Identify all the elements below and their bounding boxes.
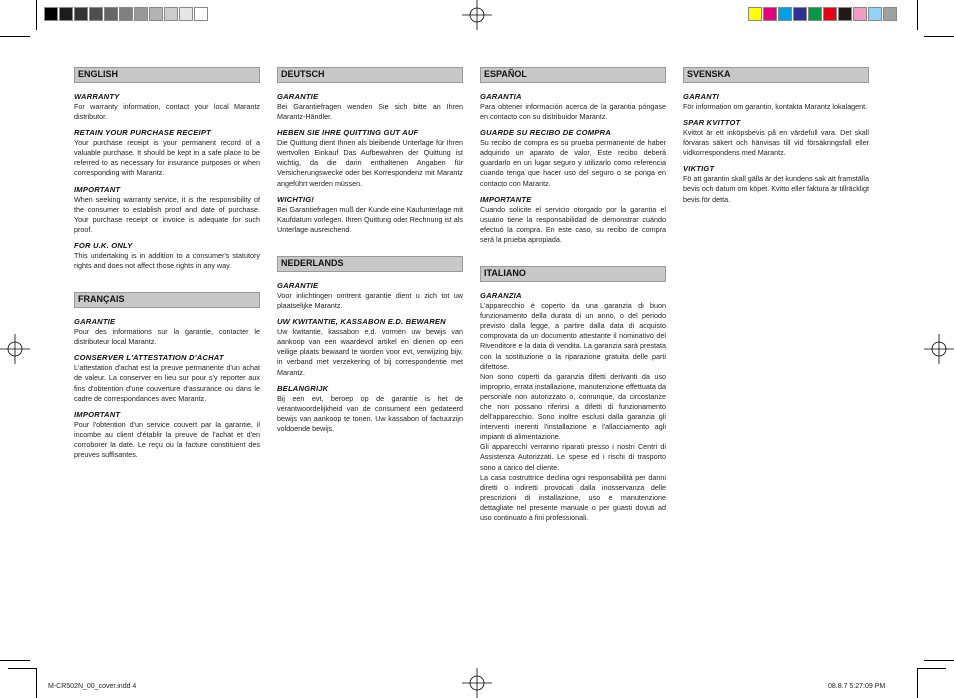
color-swatch-4: [808, 7, 822, 21]
section-title-espanol: ESPAÑOL: [480, 67, 666, 83]
garantie-text-fr: Pour des informations sur la garantie, contacter le distributeur local Marantz.: [74, 327, 260, 347]
important-text: When seeking warranty service, it is the responsibility of the consumer to establish proof and date of purchase. Your purchase receipt or invoice is adequate for such proof.: [74, 194, 260, 234]
wichtig-heading-de: WICHTIG!: [277, 194, 315, 204]
column-english-francais: [74, 67, 260, 460]
garantie-text-de: Bei Garantiefragen wenden Sie sich bitte an Ihren Marantz-Händler.: [277, 102, 463, 122]
color-swatch-0: [748, 7, 762, 21]
crop-mark-bottom-left-v: [36, 668, 37, 698]
color-swatch-8: [868, 7, 882, 21]
section-title-english: ENGLISH: [74, 67, 260, 83]
registration-mark-bottom-icon: [462, 668, 492, 698]
conserver-text-fr: L'attestation d'achat est la preuve permanente d'un achat de valeur. La conserver en lieu sur pour s'y reporter aux fins d'obtention d'une couverture d'assurance ou dans le cadre de correspondances avec Marantz.: [74, 363, 260, 403]
crop-mark-bottom-left-h: [0, 660, 30, 661]
garantia-text-es: Para obtener información acerca de la garantia póngase en contacto con su distribuidor Marantz.: [480, 102, 666, 122]
warranty-text: For warranty information, contact your local Marantz distributor.: [74, 102, 260, 122]
garanzia-para-4-it: La casa costruttrice declina ogni responsabilità per danni diretti o indiretti provocati dalla inosservanza delle prescrizioni di installazione, uso e manutenzione dettagliate nel presente manuale o per guasti dovuti ad uso continuato a fini professionali.: [480, 472, 666, 522]
gray-swatch-4: [104, 7, 118, 21]
registration-mark-right-icon: [924, 334, 954, 364]
kwitantie-text-nl: Uw kwitantie, kassabon e.d. vormen uw bewijs van aankoop van een waardevol artikel en dienen op een veilige plaats bewaard te worden voor evt, verwijzing bijv, in verband met verzekering of bij correspondentie met Marantz.: [277, 327, 463, 377]
registration-mark-left-icon: [0, 334, 30, 364]
importante-text-es: Cuando solicite el servicio otorgado por la garantia el usuario tiene la responsabilidad de demonstrar cuándo efectuó la compra. En este caso, su recibo de compra será la prueba apropiada.: [480, 204, 666, 244]
crop-mark-top-left-h: [0, 36, 30, 37]
section-title-svenska: SVENSKA: [683, 67, 869, 83]
important-heading-fr: IMPORTANT: [74, 409, 121, 419]
important-text-fr: Pour l'obtention d'un service couvert par la garantie, il incombe au client d'établir la preuve de l'achat et d'en corroborer la date. Le reçu ou la facture constituent des preuves suffisantes.: [74, 419, 260, 459]
quittung-heading-de: HEBEN SIE IHRE QUITTING GUT AUF: [277, 128, 419, 138]
wichtig-text-de: Bei Garantiefragen muß der Kunde eine Kaufunterlage mit Kaufdatum vorlegen. Ihren Quittung oder Rechnung ist als Unterlage ausreichend.: [277, 204, 463, 234]
column-espanol-italiano: [480, 67, 666, 523]
section-title-nederlands: NEDERLANDS: [277, 256, 463, 272]
recibo-heading-es: GUARDE SU RECIBO DE COMPRA: [480, 128, 611, 138]
kvittot-heading-sv: SPAR KVITTOT: [683, 118, 741, 128]
quittung-text-de: Die Quittung dient Ihnen als bleibende Unterlage für Ihren wertvollen Einkauf Das Aufbewahren der Quittung ist wichtig, da die darin enthaltenen Angaben für Versicherungswecke oder bei Korrespondenz mit Marantz angeführt werden müssen.: [277, 138, 463, 188]
gray-swatch-8: [164, 7, 178, 21]
color-swatch-3: [793, 7, 807, 21]
color-swatch-7: [853, 7, 867, 21]
conserver-heading-fr: CONSERVER L'ATTESTATION D'ACHAT: [74, 353, 224, 363]
receipt-heading: RETAIN YOUR PURCHASE RECEIPT: [74, 128, 211, 138]
color-swatch-bar: [748, 7, 898, 21]
color-swatch-9: [883, 7, 897, 21]
garanzia-para-2-it: Non sono coperti da garanzia difetti derivanti da uso improprio, errata installazione, manutenzione effettuata da personale non autorizzato o, comunque, da circostanze che non possano riferirsi a difetti di funzionamento dell'apparecchio. Sono inoltre esclusi dalla garanzia gli interventi inerenti l'installazione e l'allacciamento agli impianti di alimentazione.: [480, 371, 666, 442]
warranty-heading: WARRANTY: [74, 92, 120, 101]
belangrijk-heading-nl: BELANGRIJK: [277, 383, 329, 393]
crop-mark-bottom-right-v: [917, 668, 918, 698]
crop-mark-top-right-h: [924, 36, 954, 37]
registration-mark-top-icon: [462, 0, 492, 30]
crop-mark-bottom-left-h2: [8, 668, 36, 669]
belangrijk-text-nl: Bij een evt, beroep op de garantie is het de verantwoordelijkheid van de consument een gedateerd bewijs van aankoop te tonen. Uw kassabon of factuurzijn voldoende bewijs.: [277, 393, 463, 433]
gray-swatch-3: [89, 7, 103, 21]
crop-mark-bottom-right-h: [924, 660, 954, 661]
importante-heading-es: IMPORTANTE: [480, 194, 532, 204]
viktigt-heading-sv: VIKTIGT: [683, 164, 715, 174]
color-swatch-2: [778, 7, 792, 21]
recibo-text-es: Su recibo de compra es su prueba permanente de haber adquirido un aparato de valor, Este recibo deberá guardarlo en un lugar seguro y utilizarlo como referencia cuando tenga que hacer uso del seguro o se ponga en contacto con Marantz.: [480, 138, 666, 188]
section-title-francais: FRANÇAIS: [74, 292, 260, 308]
viktigt-text-sv: Fö att garantin skall gälla är det kundens sak att framställa bevis och datum om köpet. Kvitto eller faktura är tillräckligt bevis för detta.: [683, 174, 869, 204]
kwitantie-heading-nl: UW KWITANTIE, KASSABON E.D. BEWAREN: [277, 317, 446, 327]
footer-filename: M-CR502N_00_cover.indd 4: [48, 683, 137, 690]
garantie-heading-fr: GARANTIE: [74, 317, 116, 327]
crop-mark-top-left-v: [36, 0, 37, 30]
uk-only-text: This undertaking is in addition to a consumer's statutory rights and does not affect those rights in any way.: [74, 250, 260, 271]
garantie-text-nl: Voor inlichtingen omtrent garantie dient u zich tot uw plaatselijke Marantz.: [277, 290, 463, 311]
color-swatch-5: [823, 7, 837, 21]
column-svenska: [683, 67, 869, 205]
gray-swatch-1: [59, 7, 73, 21]
gray-swatch-10: [194, 7, 208, 21]
gray-swatch-0: [44, 7, 58, 21]
garantia-heading-es: GARANTIA: [480, 92, 522, 101]
color-swatch-1: [763, 7, 777, 21]
section-title-deutsch: DEUTSCH: [277, 67, 463, 83]
garantie-heading-nl: GARANTIE: [277, 280, 319, 290]
receipt-text: Your purchase receipt is your permanent record of a valuable purchase. It should be kept in a safe place to be referred to as necessary for insurance purposes or when corresponding with Marantz.: [74, 138, 260, 178]
garantie-heading-de: GARANTIE: [277, 92, 319, 101]
garanzia-para-3-it: Gli apparecchi verranno riparati presso i nostri Centri di Assistenza Autorizzati. Le spese ed i rischi di trasporto sono a carico del cliente.: [480, 442, 666, 472]
important-heading: IMPORTANT: [74, 184, 121, 194]
kvittot-text-sv: Kvittot är ett inköpsbevis på en värdefull vara. Det skall förvaras säkert och hänvisas till vid försäkringsfall eller vidkorrespondens med Marantz.: [683, 128, 869, 158]
column-deutsch-nederlands: [277, 67, 463, 434]
garanzia-para-1-it: L'apparecchio è coperto da una garanzia di buon funzionamento della durata di un anno, o del periodo previsto dalla legge, a partire dalla data di acquisto comprovata da un documento attestante il nominativo del Rivenditore e la data di vendita. La garanzia sarà prestata con la sostituzione o la riparazione gratuita delle parti difettose.: [480, 301, 666, 371]
footer-timestamp: 08.8.7 5:27:09 PM: [828, 683, 886, 690]
garanti-heading-sv: GARANTI: [683, 92, 719, 101]
gray-swatch-6: [134, 7, 148, 21]
garanzia-heading-it: GARANZIA: [480, 291, 522, 301]
gray-swatch-5: [119, 7, 133, 21]
garanti-text-sv: För information om garantin, kontakta Marantz lokalagent.: [683, 102, 868, 111]
section-title-italiano: ITALIANO: [480, 266, 666, 282]
gray-swatch-bar: [44, 7, 209, 21]
gray-swatch-2: [74, 7, 88, 21]
uk-only-heading: FOR U.K. ONLY: [74, 240, 133, 250]
crop-mark-top-right-v: [917, 0, 918, 30]
color-swatch-6: [838, 7, 852, 21]
gray-swatch-9: [179, 7, 193, 21]
gray-swatch-7: [149, 7, 163, 21]
crop-mark-bottom-right-h2: [918, 668, 946, 669]
